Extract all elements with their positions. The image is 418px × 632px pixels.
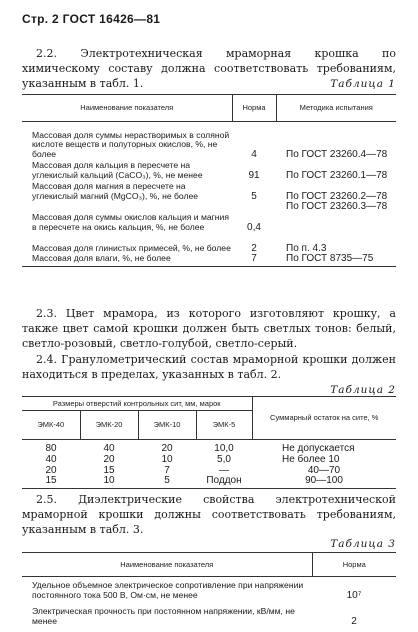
t1-cell-norm: 5 [251,190,257,202]
t3-cell-norm: 10⁷ [346,589,362,601]
t1-cell-method: По ГОСТ 23260.3—78 [286,200,388,212]
t1-header-method: Методика испытания [276,95,396,122]
t2-cell: 20 [161,442,173,454]
table-row [22,254,396,267]
t2-cell: 10 [161,453,173,465]
table-1 [22,94,396,267]
t1-cell-name: Массовая доля влаги, %, не более [32,252,171,263]
t1-cell-norm: 4 [251,148,257,160]
t1-cell-method: По п. 4.3 [286,242,327,254]
table-row [22,440,396,454]
t1-header-norm: Норма [232,95,276,122]
table-row [22,601,396,627]
t2-col-header: ЭМК-5 [196,411,252,440]
page-header: Стр. 2 ГОСТ 16426—81 [22,12,161,26]
table-row [22,465,396,476]
paragraph-2-4: 2.4. Гранулометрический состав мраморной крошки должен находиться в пределах, указанных в табл. 2. [22,353,396,381]
t2-col-header: ЭМК-10 [138,411,196,440]
t1-cell-method: По ГОСТ 8735—75 [286,252,374,264]
t2-cell: 5 [164,475,170,487]
t2-cell: 10,0 [214,442,234,454]
table-3-caption: Таблица 3 [330,538,396,550]
t2-cell: 15 [103,464,115,476]
t3-header-name: Наименование показателя [120,559,214,569]
t1-cell-name: Массовая доля суммы нерастворимых в соляной кислоте веществ и полуторных окислов, %, не более [32,129,230,159]
table-row [22,122,396,160]
table-row [22,476,396,489]
table-row [22,160,396,181]
t1-cell-method: По ГОСТ 23260.1—78 [286,169,388,181]
t2-cell: 80 [45,442,57,454]
table-1-caption: Таблица 1 [330,78,396,90]
table-2 [22,396,396,489]
t2-cell: — [219,464,229,476]
t2-cell: 5,0 [217,453,231,465]
t1-cell-norm: 0,4 [247,221,261,233]
t2-cell-result: 40—70 [307,464,341,476]
t1-header-name: Наименование показателя [80,103,174,113]
t3-cell-name: Удельное объемное электрическое сопротивление при напряжении постоянного тока 500 В, Ом·см, не менее [32,580,304,600]
t2-cell: 20 [45,464,57,476]
table-row [22,577,396,601]
t1-cell-name: Массовая доля магния в пересчете на углекислый магний (MgCO₃), %, не более [32,181,199,201]
t3-cell-norm: 2 [351,615,357,627]
t2-cell: 40 [103,442,115,454]
t2-col-header: ЭМК-40 [37,420,65,430]
t2-cell: 20 [103,453,115,465]
t1-cell-method: По ГОСТ 23260.4—78 [286,148,388,160]
t2-cell: 10 [103,475,115,487]
t1-cell-name: Массовая доля глинистых примесей, %, не более [32,242,231,253]
t2-cell: 15 [45,475,57,487]
t2-col-header: ЭМК-20 [80,411,138,440]
paragraph-2-3: 2.3. Цвет мрамора, из которого изготовляют крошку, а также цвет самой крошки должен быть светлых тонов: белый, светло-розовый, светло-голубой, светло-серый. [22,307,396,350]
t2-cell-result: Не допускается [282,442,355,454]
t1-cell-norm: 2 [251,242,257,254]
t3-header-norm: Норма [312,553,396,577]
t2-cell: Поддон [206,475,242,487]
t3-cell-name: Электрическая прочность при постоянном напряжении, кВ/мм, не менее [32,606,295,626]
t2-cell: 7 [164,464,170,476]
t2-cell-result: 90—100 [305,475,343,487]
table-row [22,233,396,254]
table-row [22,181,396,202]
t2-right-header: Суммарный остаток на сите, % [252,397,396,440]
t1-cell-name: Массовая доля кальция в пересчете на углекислый кальций (CaCO₃), %, не менее [32,160,203,180]
paragraph-2-2: 2.2. Электротехническая мраморная крошка по химическому составу должна соответствовать требованиям, указанным в табл. 1. [22,47,396,90]
table-3 [22,552,396,627]
paragraph-2-5: 2.5. Диэлектрические свойства электротехнической мраморной крошки должны соответствовать требованиям, указанным в табл. 3. [22,493,396,536]
table-row [22,454,396,465]
t1-cell-norm: 7 [251,252,257,264]
t2-cell-result: Не более 10 [282,453,340,465]
table-2-caption: Таблица 2 [330,384,396,396]
t2-group-header: Размеры отверстий контрольных сит, мм, марок [52,398,221,408]
table-row [22,202,396,233]
t1-cell-method: По ГОСТ 23260.2—78 [286,190,388,202]
t1-cell-name: Массовая доля суммы окислов кальция и магния в пересчете на окись кальция, %, не более [32,212,230,232]
t2-cell: 40 [45,453,57,465]
t1-cell-norm: 91 [248,169,260,181]
